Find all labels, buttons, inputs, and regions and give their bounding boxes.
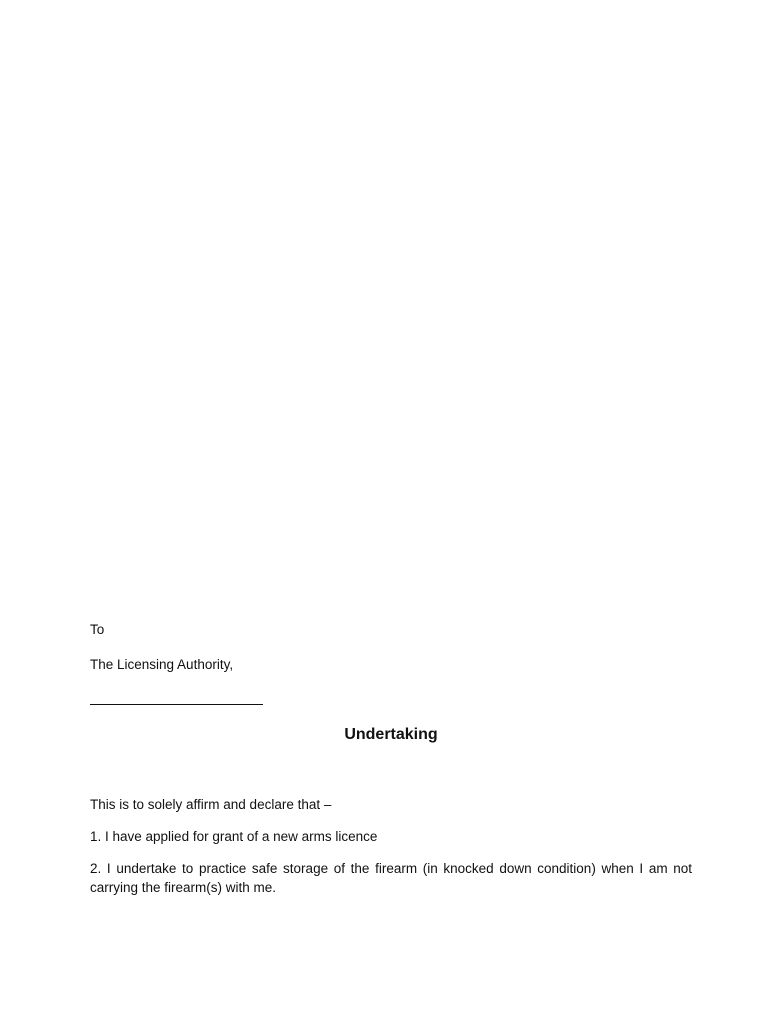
intro-statement: This is to solely affirm and declare that –: [90, 797, 332, 812]
declaration-item-1: 1. I have applied for grant of a new arms licence: [90, 829, 378, 844]
declaration-item-2: 2. I undertake to practice safe storage of the firearm (in knocked down condition) when I am not carrying the firearm(s) with me.: [90, 861, 692, 895]
document-title: Undertaking: [344, 726, 438, 743]
salutation-text: To: [90, 622, 105, 637]
address-blank-line: [90, 704, 263, 705]
addressee-text: The Licensing Authority,: [90, 657, 234, 672]
